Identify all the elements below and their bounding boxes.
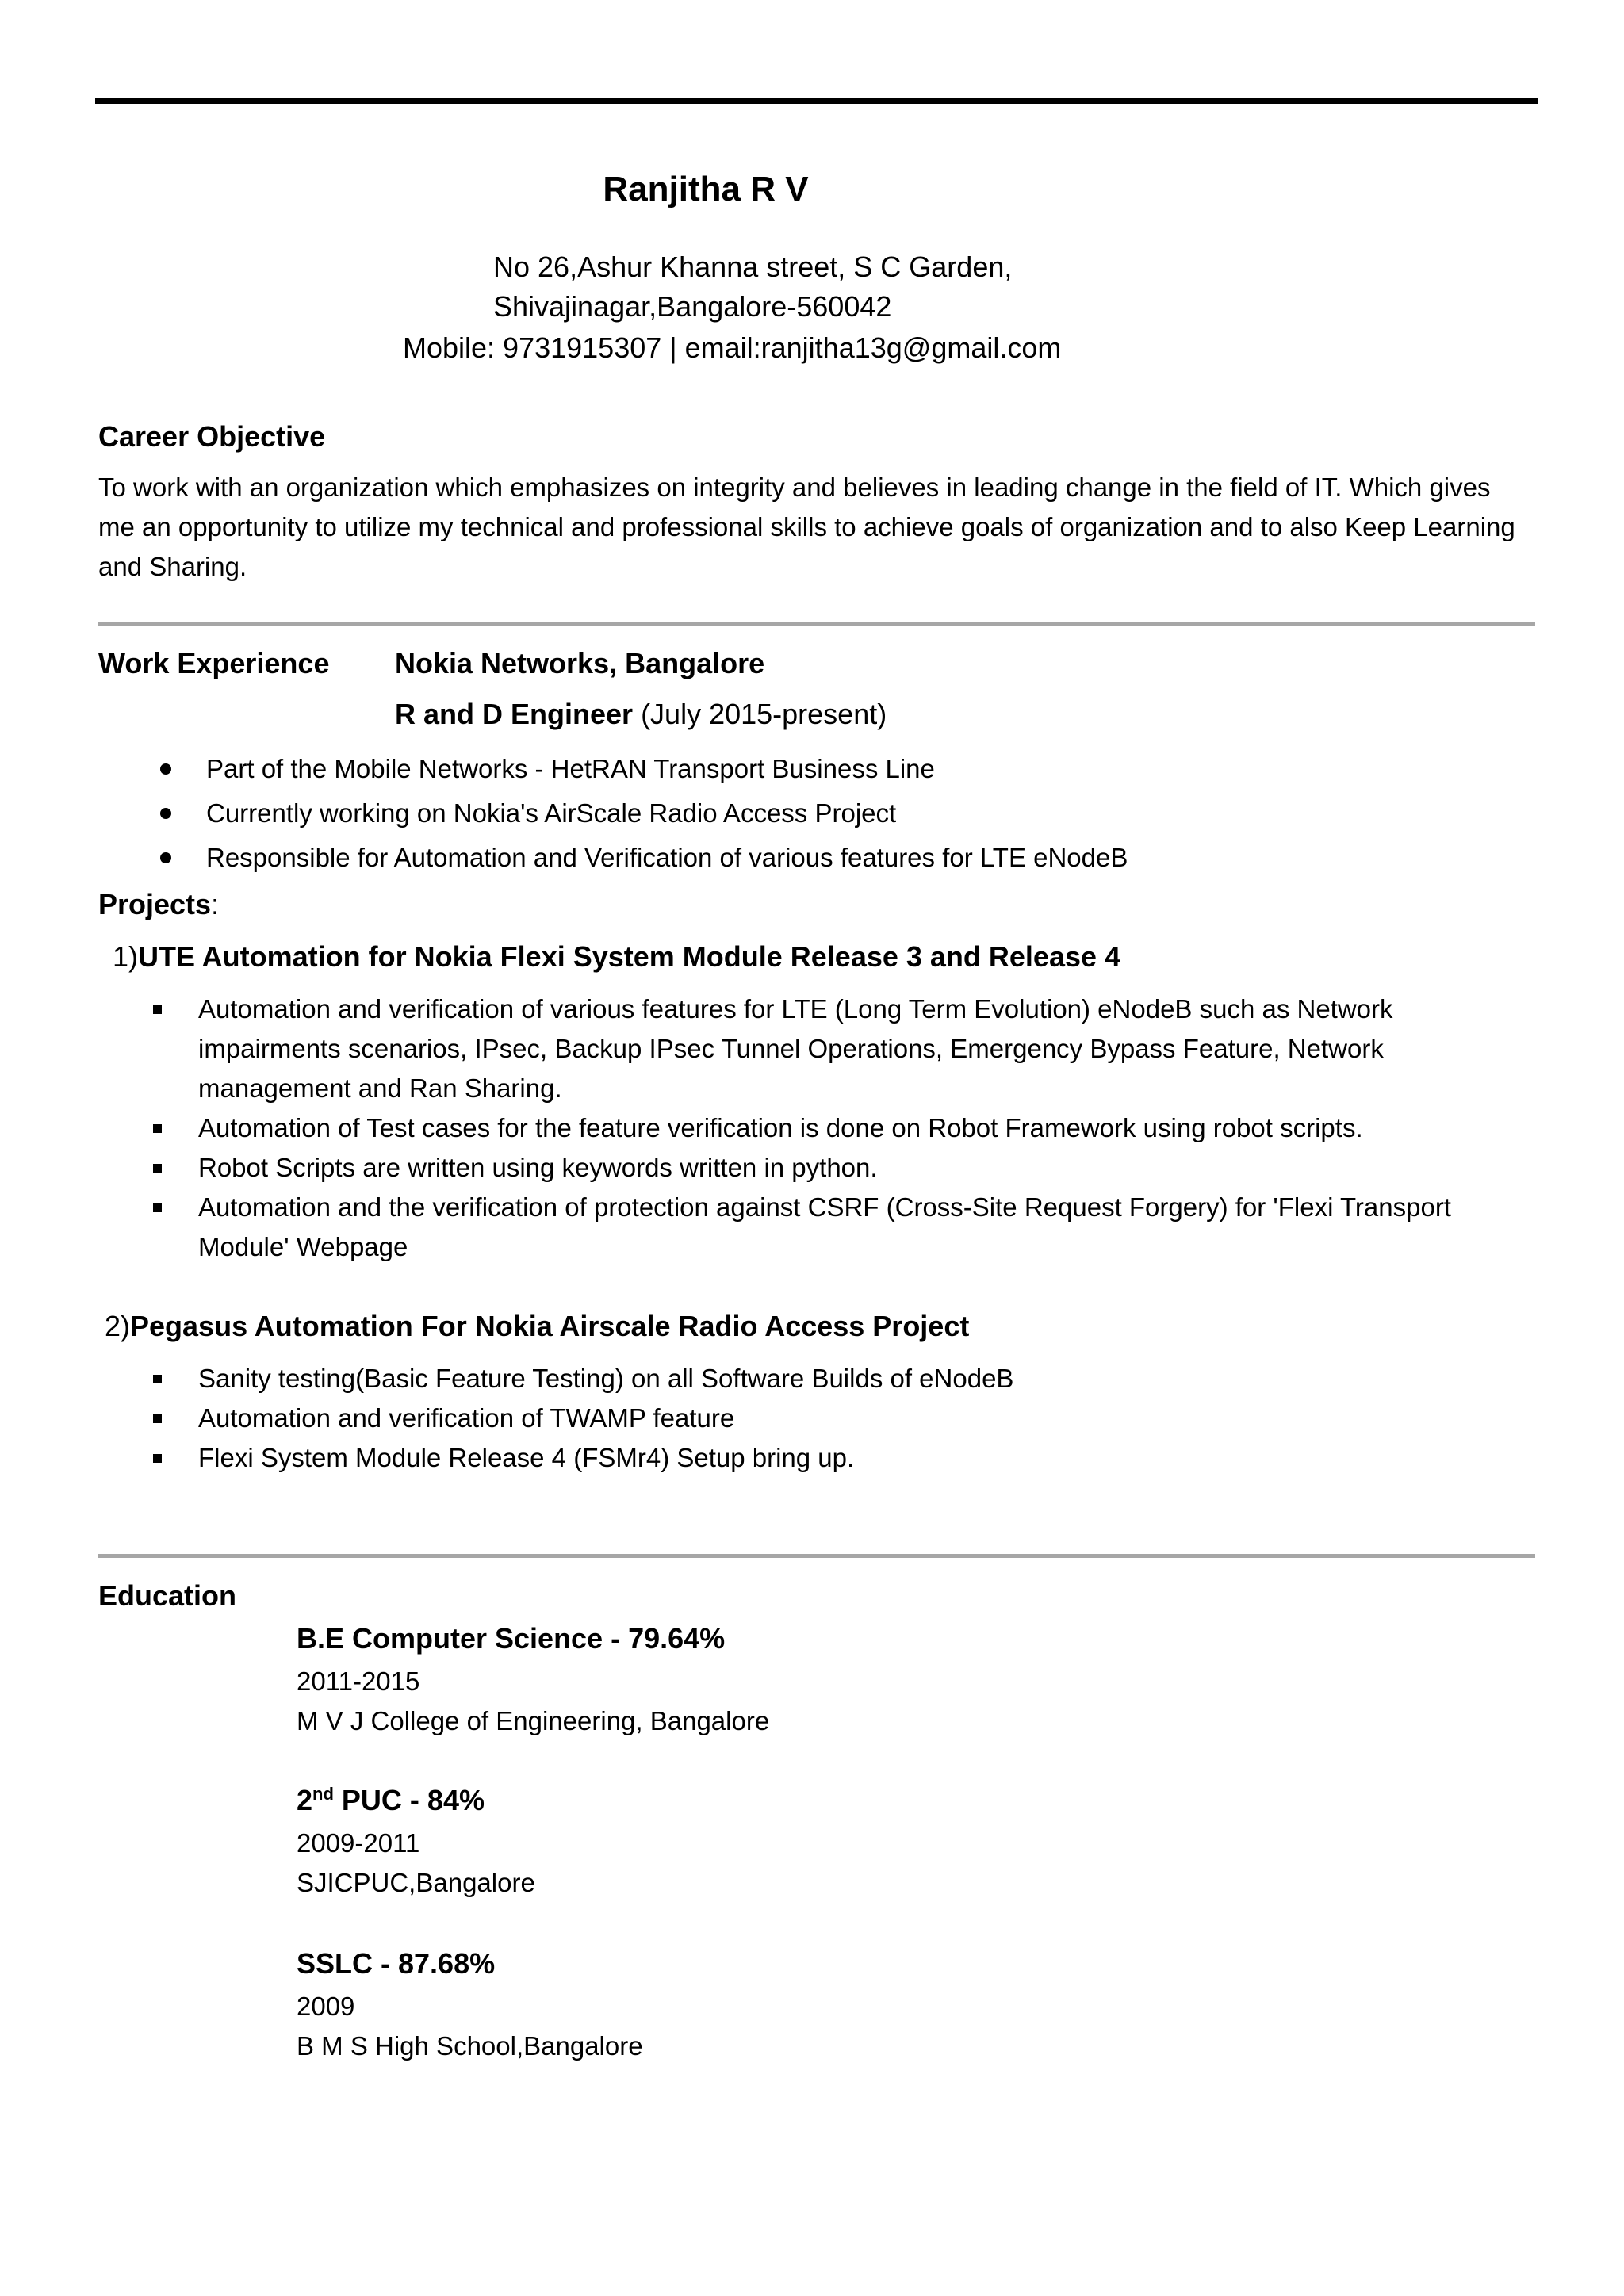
bullet-icon [153, 1005, 162, 1014]
list-item: Sanity testing(Basic Feature Testing) on all Software Builds of eNodeB [198, 1359, 1522, 1399]
address-line-2: Shivajinagar,Bangalore-560042 [493, 290, 892, 323]
bullet-icon [153, 1203, 162, 1212]
education-3-years: 2009 [297, 1992, 355, 2021]
work-experience-heading: Work Experience [98, 647, 330, 679]
bullet-icon [153, 1414, 162, 1423]
project-1-title: UTE Automation for Nokia Flexi System Module Release 3 and Release 4 [138, 940, 1121, 973]
education-2-years: 2009-2011 [297, 1828, 420, 1858]
list-item: Flexi System Module Release 4 (FSMr4) Setup bring up. [198, 1438, 1522, 1478]
top-divider [95, 98, 1538, 104]
education-1-institution: M V J College of Engineering, Bangalore [297, 1706, 770, 1735]
bullet-icon [160, 852, 171, 863]
contact-line: Mobile: 9731915307 | email:ranjitha13g@gmail.com [403, 331, 1062, 364]
project-1-bullets [198, 989, 1522, 1267]
list-item: Automation of Test cases for the feature verification is done on Robot Framework using robot scripts. [198, 1108, 1522, 1148]
candidate-name: Ranjitha R V [603, 170, 809, 209]
list-item: Automation and verification of TWAMP feature [198, 1399, 1522, 1438]
job-period: (July 2015-present) [641, 698, 887, 730]
project-2-title: Pegasus Automation For Nokia Airscale Radio Access Project [130, 1310, 970, 1342]
bullet-icon [153, 1454, 162, 1463]
education-1-years: 2011-2015 [297, 1667, 420, 1696]
list-item: Automation and the verification of protection against CSRF (Cross-Site Request Forgery) for 'Flexi Transport Module' Webpage [198, 1188, 1522, 1267]
education-1-title: B.E Computer Science - 79.64% [297, 1622, 726, 1655]
projects-colon: : [211, 888, 220, 920]
list-item: Currently working on Nokia's AirScale Radio Access Project [206, 794, 1522, 833]
section-divider [98, 622, 1535, 626]
section-divider [98, 1554, 1535, 1558]
list-item: Automation and verification of various features for LTE (Long Term Evolution) eNodeB such as Network impairments scenarios, IPsec, Backup IPsec Tunnel Operations, Emergency Bypass Feature, Network management and Ran Sharing. [198, 989, 1522, 1108]
list-item: Responsible for Automation and Verification of various features for LTE eNodeB [206, 838, 1522, 878]
career-objective-heading: Career Objective [98, 420, 326, 453]
career-objective-text: To work with an organization which emphasizes on integrity and believes in leading change in the field of IT. Which gives me an opportunity to utilize my technical and professional skills to achieve goals of organization and to also Keep Learning and Sharing. [98, 473, 1515, 581]
projects-heading: Projects [98, 888, 212, 920]
education-heading: Education [98, 1579, 237, 1612]
project-1-number: 1) [113, 940, 139, 973]
project-1-title-line [113, 940, 1120, 974]
list-item: Part of the Mobile Networks - HetRAN Transport Business Line [206, 749, 1522, 789]
project-2-bullets [198, 1359, 1522, 1478]
company-name: Nokia Networks, Bangalore [395, 647, 765, 679]
job-role: R and D Engineer [395, 698, 634, 730]
bullet-icon [153, 1124, 162, 1133]
address-line-1: No 26,Ashur Khanna street, S C Garden, [493, 251, 1013, 283]
project-2-title-line [105, 1310, 969, 1343]
job-title-line [395, 698, 887, 731]
bullet-icon [153, 1164, 162, 1173]
education-3-institution: B M S High School,Bangalore [297, 2031, 643, 2061]
project-2-number: 2) [105, 1310, 131, 1342]
education-3-title: SSLC - 87.68% [297, 1947, 496, 1980]
list-item: Robot Scripts are written using keywords written in python. [198, 1148, 1522, 1188]
bullet-icon [160, 808, 171, 819]
bullet-icon [160, 763, 171, 775]
education-2-institution: SJICPUC,Bangalore [297, 1868, 535, 1897]
bullet-icon [153, 1375, 162, 1383]
work-bullets [206, 749, 1522, 878]
projects-heading-line [98, 888, 219, 921]
education-2-title: 2nd PUC - 84% [297, 1784, 485, 1816]
